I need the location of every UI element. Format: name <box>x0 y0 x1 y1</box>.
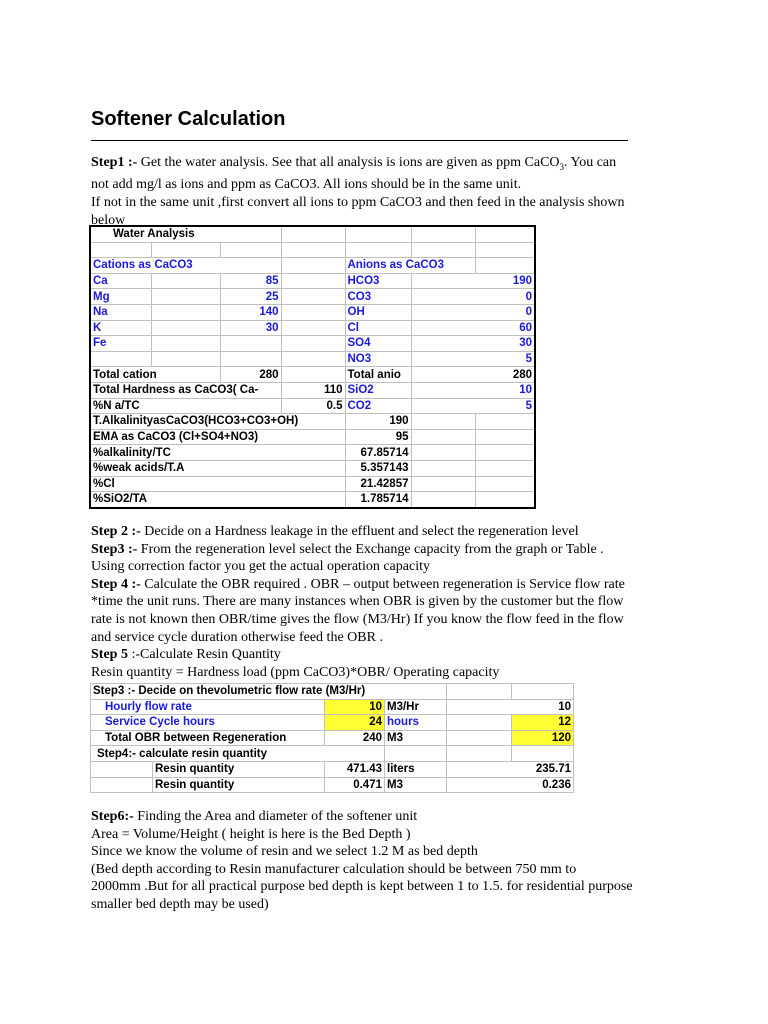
ion-row: Ca 85 HCO3 190 <box>90 273 535 289</box>
obr-row: Total OBR between Regeneration 240 M3 120 <box>91 730 574 746</box>
step6-paragraph <box>91 808 681 914</box>
hourly-flow-row: Hourly flow rate 10 M3/Hr 10 <box>91 699 574 715</box>
resin-quantity-table <box>90 683 574 793</box>
step4-line3: rate is not known then OBR/time gives the flow (M3/Hr) If you know the flow feed in the flow <box>91 611 624 627</box>
step6-line3: Since we know the volume of resin and we select 1.2 M as bed depth <box>91 844 478 860</box>
page-title: Softener Calculation <box>91 108 286 130</box>
step6-line4: (Bed depth according to Resin manufacturer calculation should be between 750 mm to <box>91 861 577 877</box>
step5-label: Step 5 <box>91 647 128 663</box>
step4-row: Step4:- calculate resin quantity <box>91 746 574 762</box>
service-cycle-row: Service Cycle hours 24 hours 12 <box>91 715 574 731</box>
resin-table-header: Step3 :- Decide on thevolumetric flow rate (M3/Hr) <box>91 684 447 700</box>
step1-paragraph <box>91 154 681 229</box>
cations-header: Cations as CaCO3 <box>90 258 281 274</box>
step1-label: Step1 :- <box>91 155 138 170</box>
step6-line5: 2000mm .But for all practical purpose bed depth is kept between 1 to 1.5. for residential purpose <box>91 879 633 895</box>
derived-row: EMA as CaCO3 (Cl+SO4+NO3) 95 <box>90 429 535 445</box>
na-tc-row: %N a/TC 0.5 CO2 5 <box>90 398 535 414</box>
totals-row: Total cation 280 Total anio 280 <box>90 367 535 383</box>
step1-line2: not add mg/l as ions and ppm as CaCO3. All ions should be in the same unit. <box>91 177 522 193</box>
ion-row: Na 140 OH 0 <box>90 304 535 320</box>
step3-line2: Using correction factor you get the actual operation capacity <box>91 559 430 575</box>
hardness-row: Total Hardness as CaCO3( Ca- 110 SiO2 10 <box>90 382 535 398</box>
step2-label: Step 2 :- <box>91 524 141 539</box>
water-analysis-header: Water Analysis <box>90 226 281 242</box>
ion-row: NO3 5 <box>90 351 535 367</box>
title-divider <box>91 140 628 141</box>
derived-row: %alkalinity/TC 67.85714 <box>90 445 535 461</box>
step4-line2: *time the unit runs. There are many instances when OBR is given by the customer but the flow <box>91 594 624 610</box>
step6-line6: smaller bed depth may be used) <box>91 896 269 912</box>
derived-row: %SiO2/TA 1.785714 <box>90 492 535 508</box>
step3-line: Step3 :- From the regeneration level select the Exchange capacity from the graph or Table . <box>91 541 604 557</box>
step1-line3: If not in the same unit ,first convert all ions to ppm CaCO3 and then feed in the analysis shown <box>91 194 625 210</box>
anions-header: Anions as CaCO3 <box>345 258 475 274</box>
steps-2-5-paragraph <box>91 523 681 681</box>
step1-line4: below <box>91 212 126 228</box>
step6-line2: Area = Volume/Height ( height is here is the Bed Depth ) <box>91 826 411 842</box>
step4-label: Step 4 :- <box>91 576 141 592</box>
step3-label: Step3 :- <box>91 541 138 557</box>
step5-line: Step 5 :-Calculate Resin Quantity <box>91 647 281 663</box>
step2-line: Step 2 :- Decide on a Hardness leakage in the effluent and select the regeneration level <box>91 524 579 539</box>
step1-line1: Step1 :- Get the water analysis. See that all analysis is ions are given as ppm CaCO$_3$. You can <box>91 155 617 172</box>
derived-row: T.AlkalinityasCaCO3(HCO3+CO3+OH) 190 <box>90 414 535 430</box>
water-analysis-table <box>89 225 536 509</box>
resin-liters-row: Resin quantity 471.43 liters 235.71 <box>91 761 574 777</box>
derived-row: %Cl 21.42857 <box>90 476 535 492</box>
derived-row: %weak acids/T.A 5.357143 <box>90 460 535 476</box>
ion-row: Mg 25 CO3 0 <box>90 289 535 305</box>
step6-line: Step6:- Finding the Area and diameter of the softener unit <box>91 809 418 824</box>
step6-label: Step6:- <box>91 809 134 824</box>
ion-row: Fe SO4 30 <box>90 336 535 352</box>
step4-line: Step 4 :- Calculate the OBR required . OBR – output between regeneration is Service flow rate <box>91 576 625 592</box>
resin-m3-row: Resin quantity 0.471 M3 0.236 <box>91 777 574 793</box>
step4-line4: and service cycle duration otherwise feed the OBR . <box>91 629 383 645</box>
ion-row: K 30 Cl 60 <box>90 320 535 336</box>
step5-line2: Resin quantity = Hardness load (ppm CaCO3)*OBR/ Operating capacity <box>91 664 500 680</box>
